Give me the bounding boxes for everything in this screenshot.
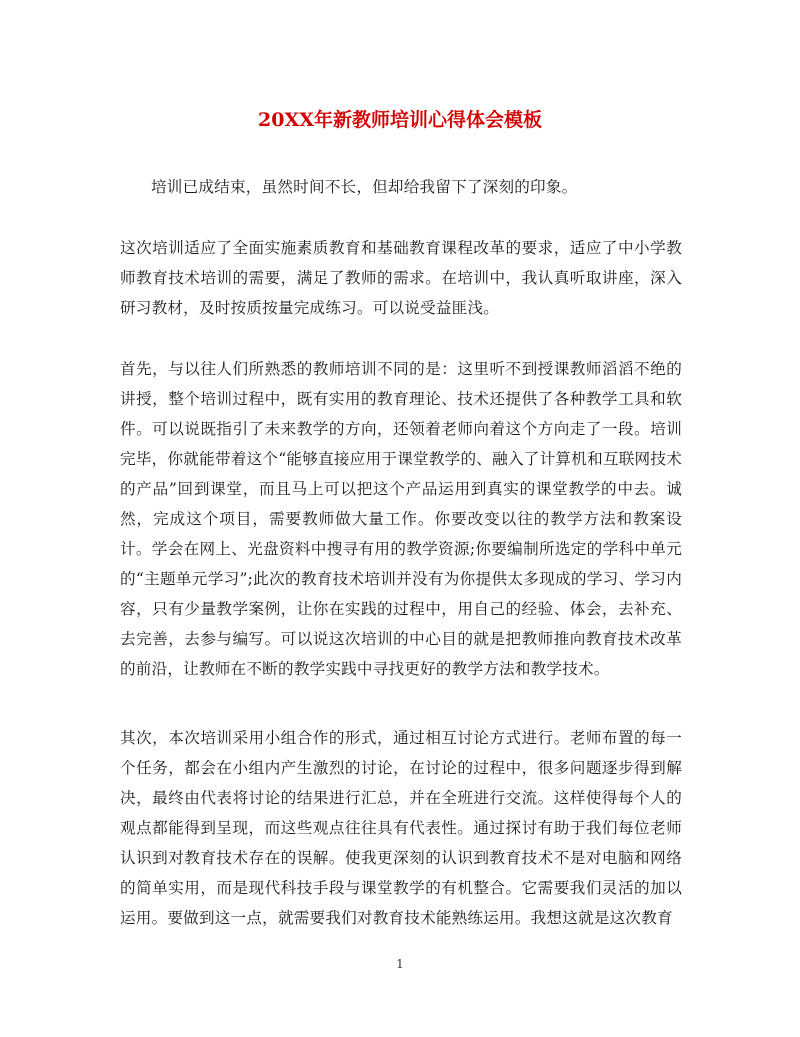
paragraph-first-point: 首先，与以往人们所熟悉的教师培训不同的是：这里听不到授课教师滔滔不绝的讲授，整个培训过程中，既有实用的教育理论、技术还提供了各种教学工具和软件。可以说既指引了未来教学的方向，还领着老师向着这个方向走了一段。培训完毕，你就能带着这个“能够直接应用于课堂教学的、融入了计算机和互联网技术的产品”回到课堂，而且马上可以把这个产品运用到真实的课堂教学的中去。诚然，完成这个项目，需要教师做大量工作。你要改变以往的教学方法和教案设计。学会在网上、光盘资料中搜寻有用的教学资源;你要编制所选定的学科中单元的“主题单元学习”;此次的教育技术培训并没有为你提供太多现成的学习、学习内容，只有少量教学案例，让你在实践的过程中，用自己的经验、体会，去补充、去完善，去参与编写。可以说这次培训的中心目的就是把教师推向教育技术改革的前沿，让教师在不断的教学实践中寻找更好的教学方法和教学技术。 — [120, 360, 682, 678]
paragraph-intro: 培训已成结束，虽然时间不长，但却给我留下了深刻的印象。 — [151, 178, 578, 196]
paragraph-training-overview: 这次培训适应了全面实施素质教育和基础教育课程改革的要求，适应了中小学教师教育技术培训的需要，满足了教师的需求。在培训中，我认真听取讲座，深入研习教材，及时按质按量完成练习。可以说受益匪浅。 — [120, 239, 682, 317]
document-title: 20XX年新教师培训心得体会模板 — [258, 109, 542, 131]
page-number: 1 — [396, 957, 404, 971]
paragraph-second-point: 其次，本次培训采用小组合作的形式，通过相互讨论方式进行。老师布置的每一个任务，都会在小组内产生激烈的讨论，在讨论的过程中，很多问题逐步得到解决，最终由代表将讨论的结果进行汇总，并在全班进行交流。这样使得每个人的观点都能得到呈现，而这些观点往往具有代表性。通过探讨有助于我们每位老师认识到对教育技术存在的误解。使我更深刻的认识到教育技术不是对电脑和网络的简单实用，而是现代科技手段与课堂教学的有机整合。它需要我们灵活的加以运用。要做到这一点，就需要我们对教育技术能熟练运用。我想这就是这次教育 — [120, 729, 682, 927]
